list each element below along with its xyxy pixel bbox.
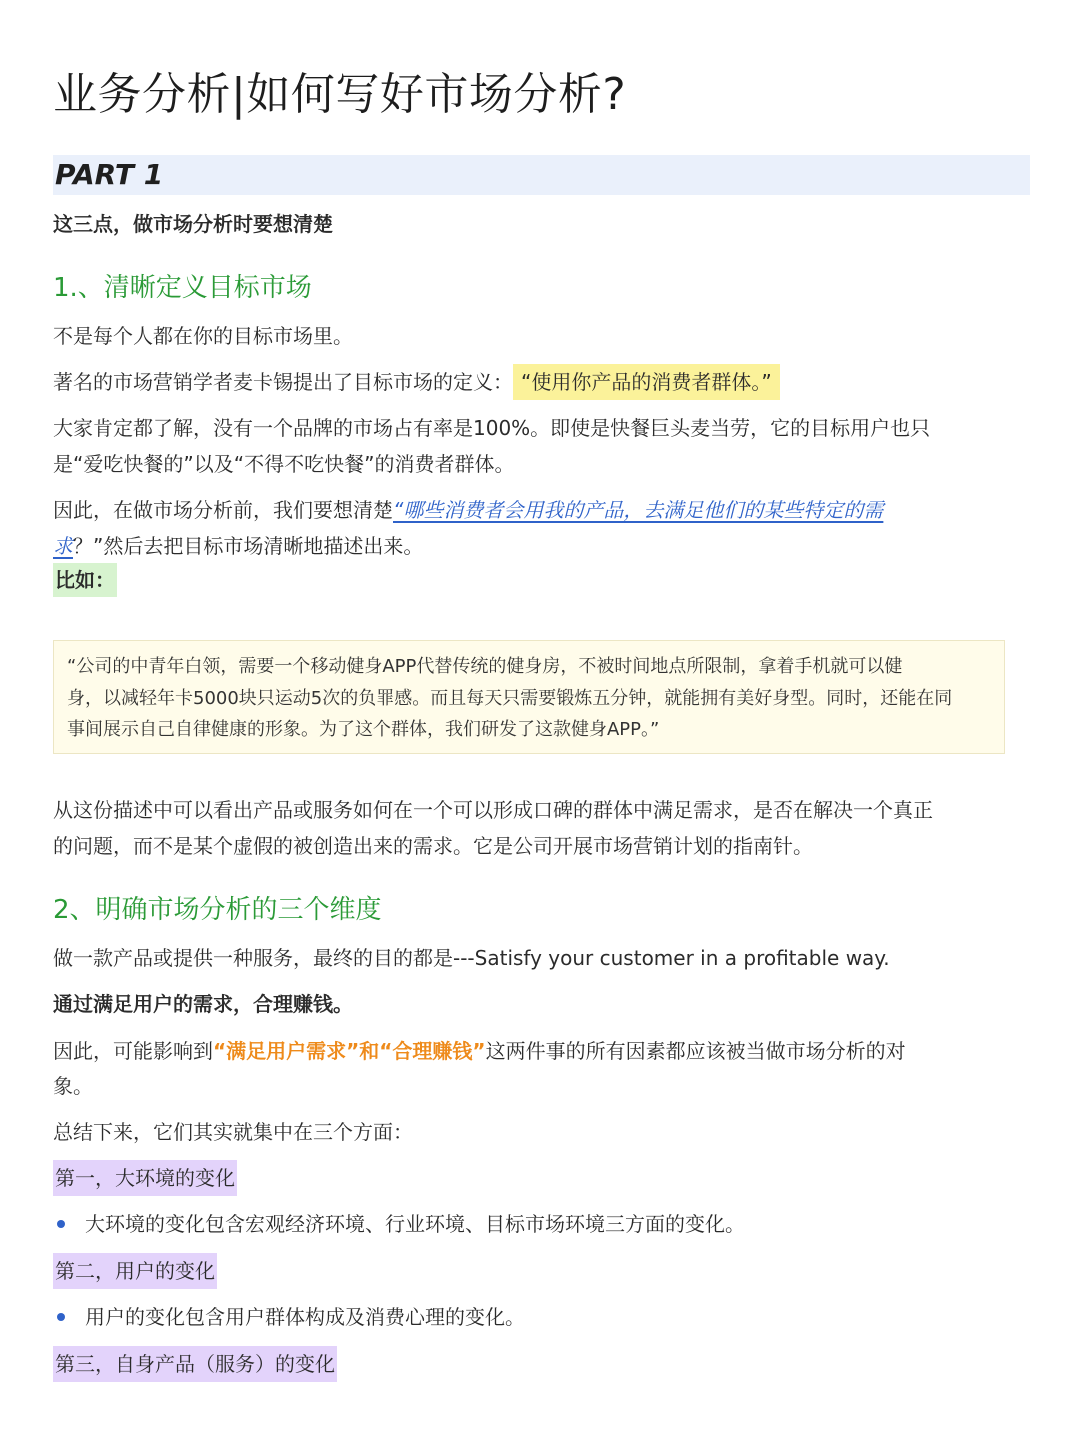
quote-line-3: 事间展示自己自律健康的形象。为了这个群体，我们研发了这款健身APP。” (67, 719, 660, 740)
definition-highlight: “使用你产品的消费者群体。” (513, 364, 780, 400)
section2-p4: 总结下来，它们其实就集中在三个方面： (53, 1120, 413, 1144)
section1-p2 (53, 369, 780, 395)
point-2 (53, 1258, 217, 1284)
bullet-2: 用户的变化包含用户群体构成及消费心理的变化。 (85, 1305, 525, 1329)
goals-highlight: “满足用户需求”和“合理赚钱” (213, 1039, 486, 1063)
point-1 (53, 1165, 237, 1191)
section2-p3-line1 (53, 1038, 906, 1064)
section1-p5-line1: 从这份描述中可以看出产品或服务如何在一个可以形成口碑的群体中满足需求，是否在解决一个真正 (53, 798, 933, 822)
key-question-link-cont[interactable]: 求 (53, 534, 73, 558)
point-3 (53, 1351, 337, 1377)
quote-line-1: “公司的中青年白领，需要一个移动健身APP代替传统的健身房，不被时间地点所限制，拿着手机就可以健 (67, 656, 903, 677)
section2-p3-suffix: 这两件事的所有因素都应该被当做市场分析的对 (485, 1039, 906, 1063)
section2-heading: 2、明确市场分析的三个维度 (53, 895, 382, 925)
section2-p3-line2: 象。 (53, 1074, 93, 1098)
section1-p4-line2 (53, 533, 423, 559)
example-label-highlight: 比如： (53, 563, 117, 597)
section1-p1: 不是每个人都在你的目标市场里。 (53, 324, 353, 348)
part-label: PART 1 (55, 158, 164, 191)
section2-p3-prefix: 因此，可能影响到 (53, 1039, 213, 1063)
quote-line-2: 身，以减轻年卡5000块只运动5次的负罪感。而且每天只需要锻炼五分钟，就能拥有美好身型。同时，还能在同 (67, 688, 953, 709)
bullet-icon (57, 1313, 65, 1321)
section1-p2-prefix: 著名的市场营销学者麦卡锡提出了目标市场的定义： (53, 370, 513, 394)
page-title: 业务分析|如何写好市场分析? (53, 69, 627, 120)
section1-p4-suffix: ？”然后去把目标市场清晰地描述出来。 (73, 534, 424, 558)
section2-p1: 做一款产品或提供一种服务，最终的目的都是---Satisfy your customer in a profitable way. (53, 946, 890, 970)
section1-heading: 1.、清晰定义目标市场 (53, 273, 312, 303)
bullet-icon (57, 1220, 65, 1228)
point-1-highlight: 第一，大环境的变化 (53, 1160, 237, 1196)
section1-p4-line1 (53, 497, 883, 523)
section1-p3-line1: 大家肯定都了解，没有一个品牌的市场占有率是100%。即使是快餐巨头麦当劳，它的目标用户也只 (53, 416, 931, 440)
quote-box (53, 640, 1005, 754)
part-banner (53, 155, 1030, 195)
section1-p3-line2: 是“爱吃快餐的”以及“不得不吃快餐”的消费者群体。 (53, 452, 515, 476)
section1-p5-line2: 的问题，而不是某个虚假的被创造出来的需求。它是公司开展市场营销计划的指南针。 (53, 834, 813, 858)
intro-text: 这三点，做市场分析时要想清楚 (53, 212, 333, 236)
key-question-link[interactable]: “哪些消费者会用我的产品，去满足他们的某些特定的需 (393, 498, 884, 522)
section2-p2: 通过满足用户的需求，合理赚钱。 (53, 992, 353, 1016)
bullet-1: 大环境的变化包含宏观经济环境、行业环境、目标市场环境三方面的变化。 (85, 1212, 745, 1236)
example-label (53, 567, 117, 593)
point-3-highlight: 第三，自身产品（服务）的变化 (53, 1346, 337, 1382)
point-2-highlight: 第二，用户的变化 (53, 1253, 217, 1289)
section1-p4-prefix: 因此，在做市场分析前，我们要想清楚 (53, 498, 393, 522)
